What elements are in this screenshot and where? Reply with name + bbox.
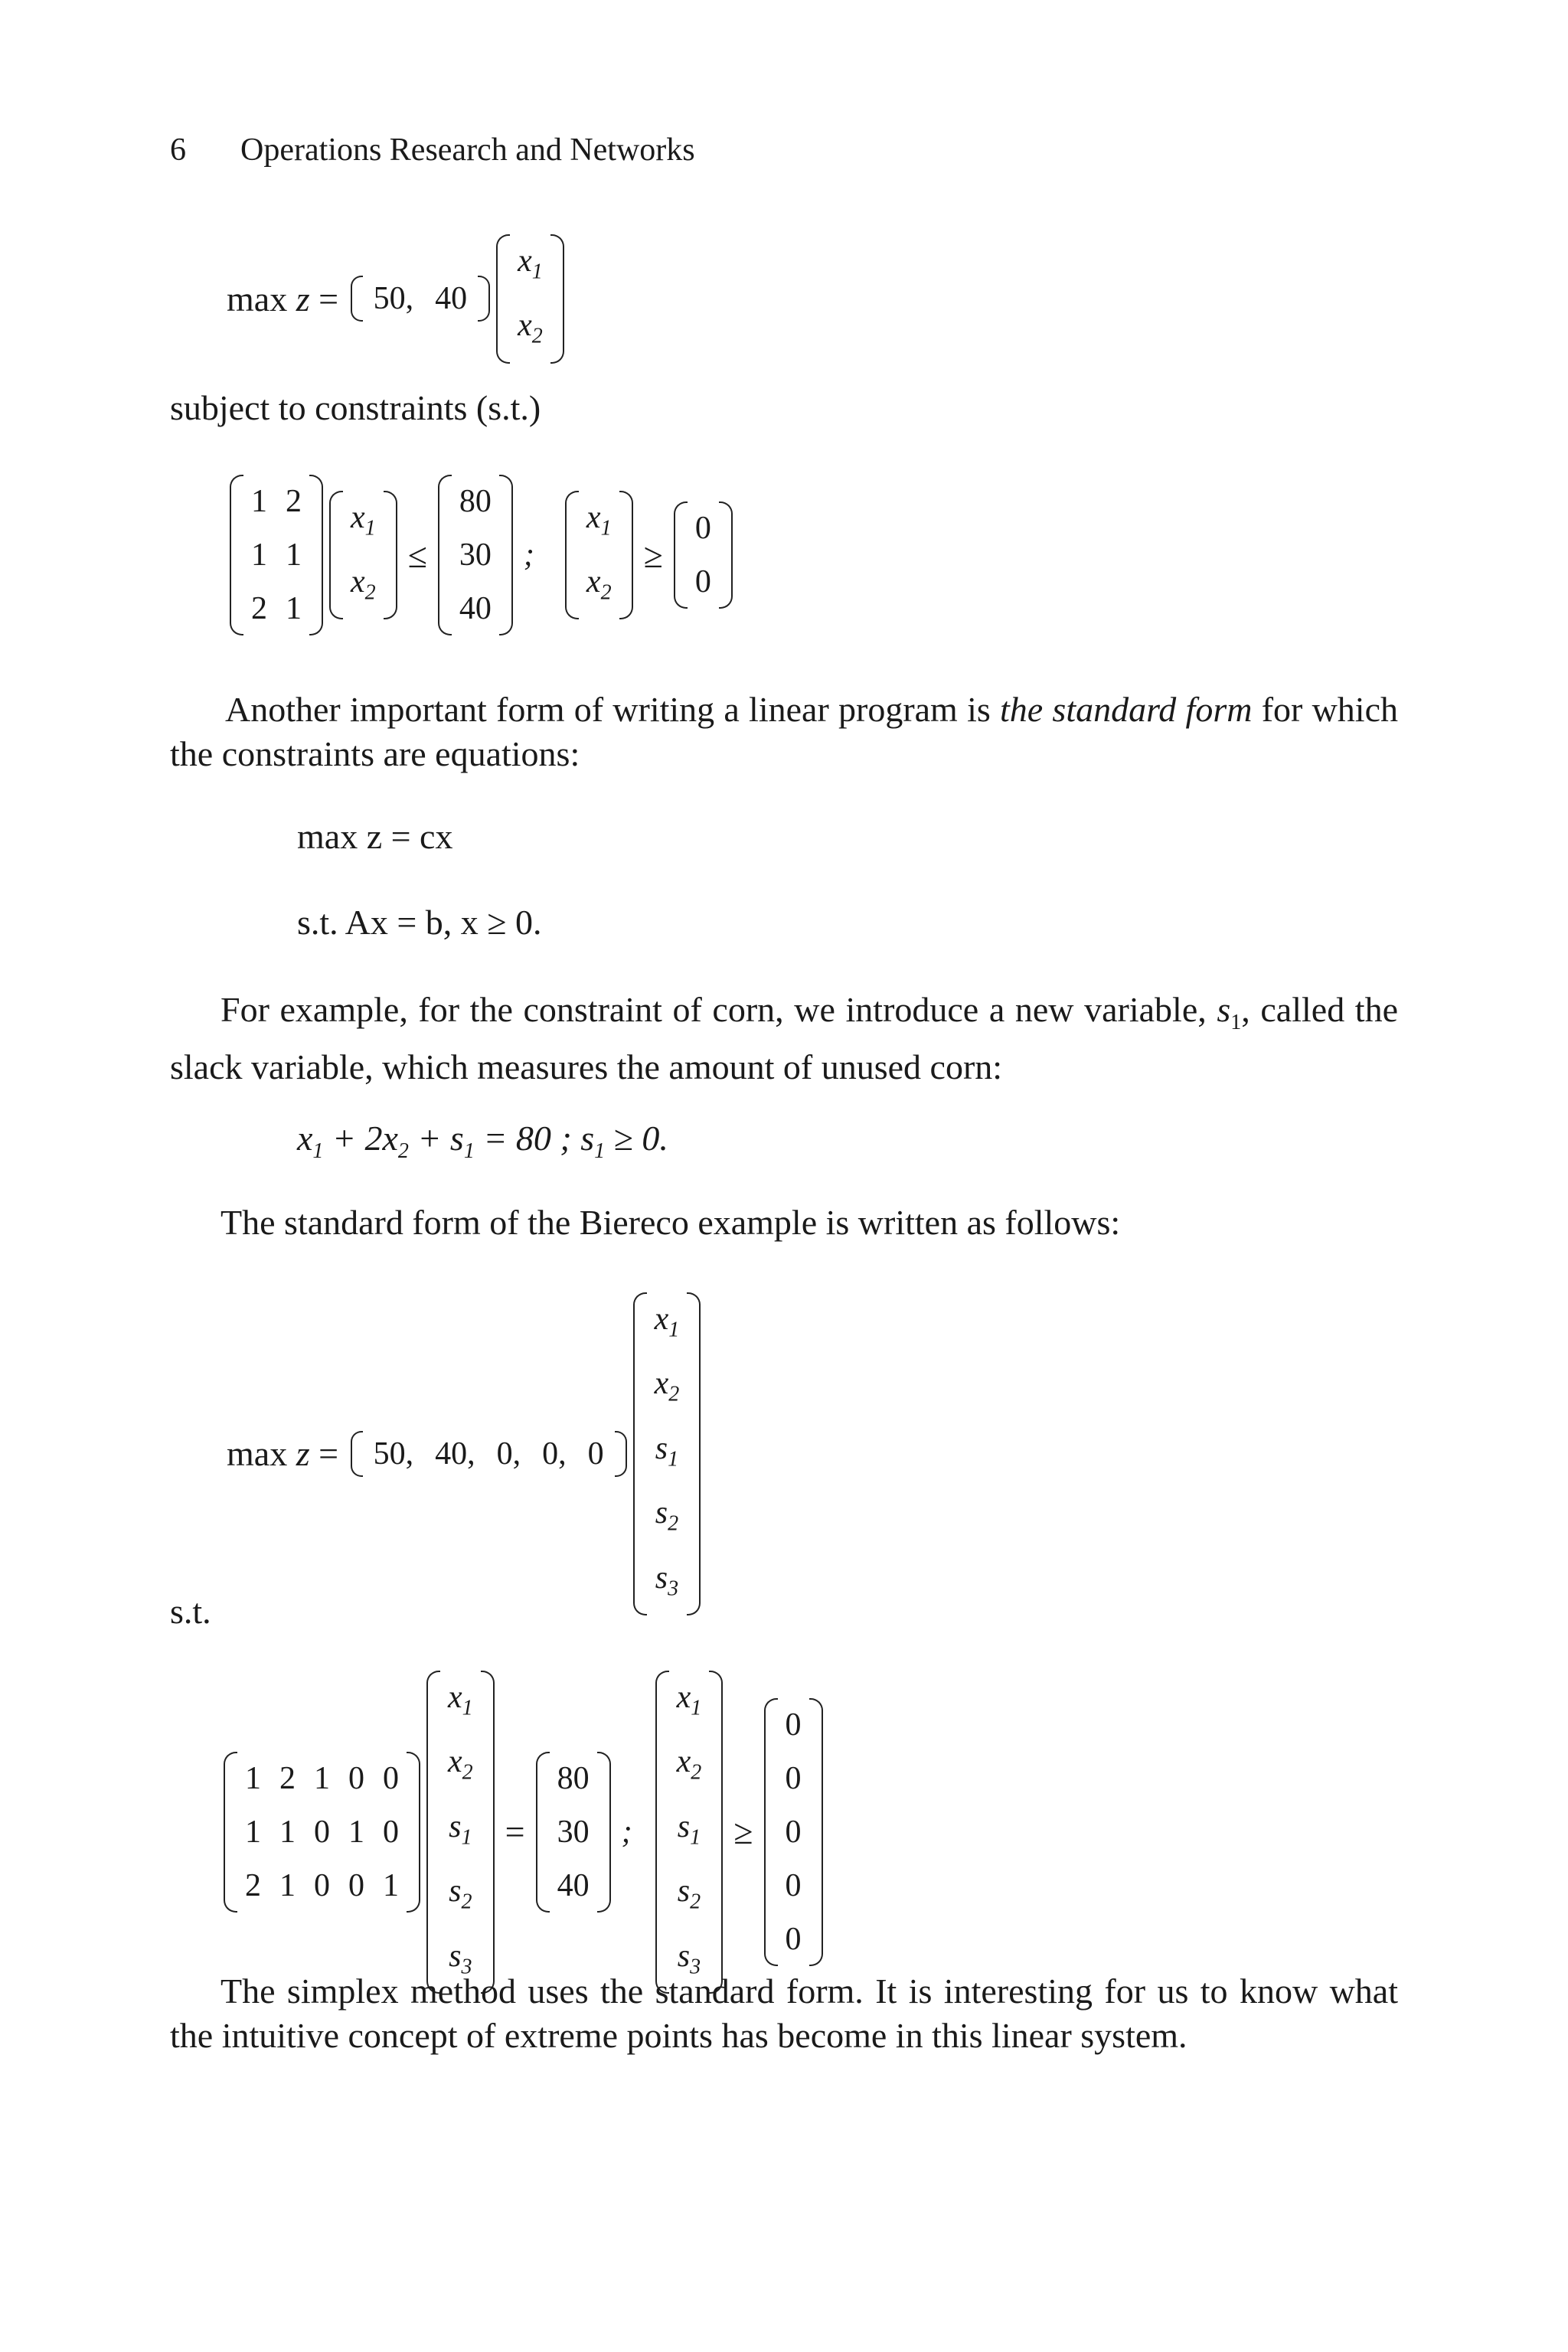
objective-equation-1 <box>227 234 567 364</box>
equals-sign: = <box>505 1812 525 1852</box>
constraints-2 <box>220 1671 826 1994</box>
vector-x-nonneg: $x_1$ $x_2$ <box>565 491 633 620</box>
coefficient-row-vector: 50, 40 <box>351 280 491 317</box>
zero-vector: 0 0 <box>674 501 733 609</box>
z-var: z <box>296 279 310 318</box>
separator: ; <box>523 537 534 573</box>
vector-b: 80 30 40 <box>438 475 513 635</box>
le-sign: ≤ <box>407 535 427 575</box>
paragraph-simplex: The simplex method uses the standard form. It is interesting for us to know what the intuitive concept of extreme points has become in this linear system. <box>170 1971 1398 2055</box>
vector-x-nonneg: $x_1$ $x_2$ $s_1$ $s_2$ $s_3$ <box>655 1671 724 1994</box>
st-label: s.t. <box>170 1592 211 1631</box>
vector-b: 80 30 40 <box>536 1752 611 1913</box>
ge-sign: ≥ <box>733 1812 753 1852</box>
max-label: max <box>227 1434 288 1474</box>
equals-sign: = <box>318 279 339 318</box>
page-number: 6 <box>170 132 186 168</box>
z-var: z <box>296 1434 310 1474</box>
zero-vector: 0 0 0 0 0 <box>764 1698 823 1966</box>
vector-x: $x_1$ $x_2$ $s_1$ $s_2$ $s_3$ <box>426 1671 495 1994</box>
equals-sign: = <box>318 1434 339 1474</box>
matrix-A: 1 2 1 1 2 1 <box>230 475 323 635</box>
matrix-A: 1 2 1 0 0 1 1 0 1 0 2 1 0 0 1 <box>224 1752 420 1913</box>
running-title: Operations Research and Networks <box>240 132 695 168</box>
st-text: subject to constraints (s.t.) <box>170 388 541 427</box>
ge-sign: ≥ <box>643 535 663 575</box>
variable-column-vector: $x_1$ $x_2$ $s_1$ $s_2$ $s_3$ <box>633 1292 701 1615</box>
paragraph-biereco: The standard form of the Biereco example is written as follows: <box>220 1203 1121 1242</box>
coefficient-row-vector: 50, 40, 0, 0, 0 <box>351 1436 627 1472</box>
constraints-1 <box>227 475 736 635</box>
variable-column-vector: $x_1$ $x_2$ <box>496 234 564 364</box>
objective-equation-2 <box>227 1292 704 1615</box>
running-header <box>170 132 695 168</box>
separator: ; <box>621 1814 632 1850</box>
max-label: max <box>227 279 288 318</box>
paragraph-slack: For example, for the constraint of corn, we introduce a new variable, $s_1$, called the slack variable, which measures the amount of unused corn: <box>170 990 1398 1087</box>
std-form-line-1: max z = cx <box>297 817 453 856</box>
std-form-line-2: s.t. Ax = b, x ≥ 0. <box>297 903 542 942</box>
slack-equation: $x_1 + 2x_2 + s_1 = 80$ ; $s_1 \ge 0$. <box>297 1119 668 1164</box>
vector-x: $x_1$ $x_2$ <box>329 491 397 620</box>
paragraph-standard-form: Another important form of writing a linear program is the standard form for which the constraints are equations: <box>170 690 1398 773</box>
